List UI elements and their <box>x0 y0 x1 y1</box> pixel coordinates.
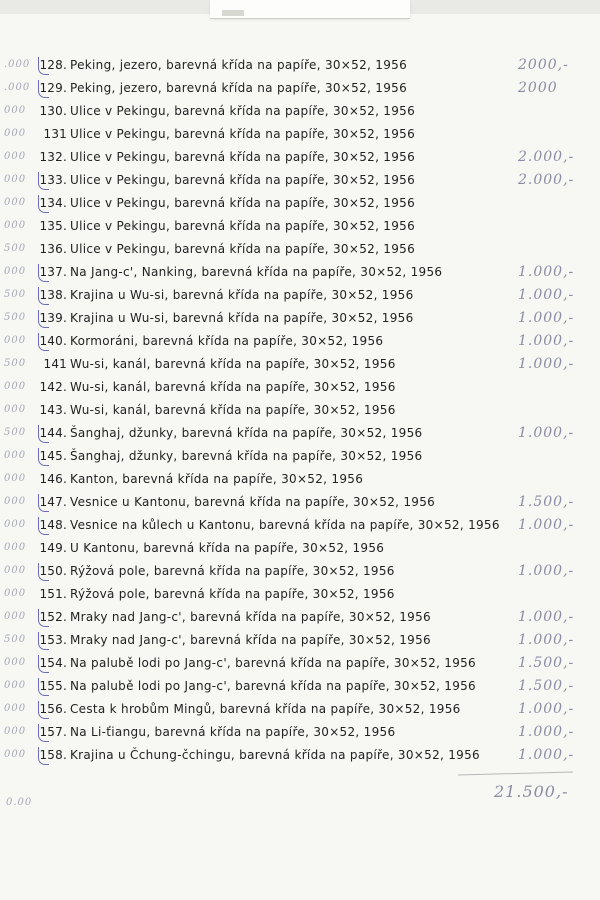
entry-description: Vesnice na kůlech u Kantonu, barevná křída na papíře, 30×52, 1956 <box>70 518 500 532</box>
margin-note: 000 <box>4 657 27 668</box>
entry-number: 145. <box>39 449 67 463</box>
handwritten-price: 1.000,- <box>518 287 575 303</box>
margin-note: 000 <box>4 220 27 231</box>
catalogue-entry <box>0 745 600 768</box>
entry-number: 128. <box>39 58 67 72</box>
catalogue-entry <box>0 515 600 538</box>
margin-note: 000 <box>4 588 27 599</box>
margin-note: 000 <box>4 611 27 622</box>
entry-description: Na palubě lodi po Jang-c', barevná křída na papíře, 30×52, 1956 <box>70 679 476 693</box>
margin-note: 000 <box>4 450 27 461</box>
entry-number: 150. <box>39 564 67 578</box>
catalogue-entry <box>0 607 600 630</box>
entry-description: Cesta k hrobům Mingů, barevná křída na papíře, 30×52, 1956 <box>70 702 461 716</box>
entry-description: Vesnice u Kantonu, barevná křída na papíře, 30×52, 1956 <box>70 495 436 509</box>
margin-note: 500 <box>4 312 27 323</box>
catalogue-entry <box>0 216 600 239</box>
catalogue-entry <box>0 124 600 147</box>
entry-number: 154. <box>39 656 67 670</box>
entry-description: Mraky nad Jang-c', barevná křída na papíře, 30×52, 1956 <box>70 610 431 624</box>
margin-note: 500 <box>4 358 27 369</box>
entry-description: Ulice v Pekingu, barevná křída na papíře, 30×52, 1956 <box>70 104 416 118</box>
entry-description: Krajina u Wu-si, barevná křída na papíře, 30×52, 1956 <box>70 288 414 302</box>
handwritten-price: 2000,- <box>518 57 569 73</box>
entry-number: 131 <box>43 127 67 141</box>
entry-number: 155. <box>39 679 67 693</box>
entry-description: Ulice v Pekingu, barevná křída na papíře, 30×52, 1956 <box>70 127 416 141</box>
catalogue-entry <box>0 676 600 699</box>
margin-note: 000 <box>4 266 27 277</box>
handwritten-price: 1.000,- <box>518 310 575 326</box>
entry-description: Wu-si, kanál, barevná křída na papíře, 30×52, 1956 <box>70 380 396 394</box>
entry-number: 129. <box>39 81 67 95</box>
catalogue-entry <box>0 331 600 354</box>
handwritten-price: 2000 <box>518 80 558 96</box>
margin-note: .000 <box>4 59 31 70</box>
margin-note: 500 <box>4 289 27 300</box>
entry-number: 134. <box>39 196 67 210</box>
catalogue-entry <box>0 78 600 101</box>
entry-description: U Kantonu, barevná křída na papíře, 30×52, 1956 <box>70 541 385 555</box>
entry-number: 152. <box>39 610 67 624</box>
margin-note: 000 <box>4 174 27 185</box>
catalogue-entry <box>0 584 600 607</box>
handwritten-price: 1.000,- <box>518 517 575 533</box>
margin-note: .000 <box>4 82 31 93</box>
handwritten-price: 1.000,- <box>518 747 575 763</box>
margin-note: 000 <box>4 680 27 691</box>
entry-description: Peking, jezero, barevná křída na papíře, 30×52, 1956 <box>70 81 408 95</box>
catalogue-entry <box>0 423 600 446</box>
handwritten-total: 21.500,- <box>494 782 569 801</box>
entry-description: Rýžová pole, barevná křída na papíře, 30×52, 1956 <box>70 587 395 601</box>
handwritten-price: 1.000,- <box>518 609 575 625</box>
handwritten-price: 2.000,- <box>518 172 575 188</box>
margin-note: 000 <box>4 128 27 139</box>
entry-number: 140. <box>39 334 67 348</box>
catalogue-entry <box>0 492 600 515</box>
entry-description: Ulice v Pekingu, barevná křída na papíře, 30×52, 1956 <box>70 219 416 233</box>
margin-note: 000 <box>4 519 27 530</box>
entry-number: 146. <box>39 472 67 486</box>
margin-note: 000 <box>4 703 27 714</box>
catalogue-entry <box>0 55 600 78</box>
handwritten-price: 1.000,- <box>518 632 575 648</box>
handwritten-price: 1.000,- <box>518 333 575 349</box>
margin-note: 000 <box>4 105 27 116</box>
entry-number: 130. <box>39 104 67 118</box>
handwritten-price: 1.000,- <box>518 563 575 579</box>
entry-description: Mraky nad Jang-c', barevná křída na papíře, 30×52, 1956 <box>70 633 431 647</box>
margin-total-note: 0.00 <box>6 797 33 808</box>
catalogue-entry <box>0 262 600 285</box>
margin-note: 500 <box>4 427 27 438</box>
catalogue-entry <box>0 147 600 170</box>
entry-description: Ulice v Pekingu, barevná křída na papíře, 30×52, 1956 <box>70 150 416 164</box>
entry-description: Ulice v Pekingu, barevná křída na papíře, 30×52, 1956 <box>70 242 416 256</box>
entry-description: Šanghaj, džunky, barevná křída na papíře, 30×52, 1956 <box>70 449 423 463</box>
entry-number: 148. <box>39 518 67 532</box>
margin-note: 000 <box>4 726 27 737</box>
catalogue-entry <box>0 400 600 423</box>
catalogue-entry <box>0 469 600 492</box>
entry-number: 157. <box>39 725 67 739</box>
margin-note: 000 <box>4 565 27 576</box>
catalogue-entry <box>0 722 600 745</box>
entry-description: Wu-si, kanál, barevná křída na papíře, 30×52, 1956 <box>70 403 396 417</box>
entry-number: 143. <box>39 403 67 417</box>
entry-number: 149. <box>39 541 67 555</box>
handwritten-price: 1.500,- <box>518 655 575 671</box>
catalogue-entry <box>0 193 600 216</box>
entry-number: 135. <box>39 219 67 233</box>
entry-number: 137. <box>39 265 67 279</box>
margin-note: 000 <box>4 381 27 392</box>
catalogue-entry <box>0 561 600 584</box>
catalogue-entry <box>0 538 600 561</box>
catalogue-entry <box>0 377 600 400</box>
entry-description: Kanton, barevná křída na papíře, 30×52, 1956 <box>70 472 364 486</box>
margin-note: 000 <box>4 197 27 208</box>
handwritten-price: 1.500,- <box>518 678 575 694</box>
entry-description: Rýžová pole, barevná křída na papíře, 30×52, 1956 <box>70 564 395 578</box>
entry-description: Wu-si, kanál, barevná křída na papíře, 30×52, 1956 <box>70 357 396 371</box>
margin-note: 500 <box>4 634 27 645</box>
paper-tab <box>210 0 410 19</box>
entry-description: Na Jang-c', Nanking, barevná křída na papíře, 30×52, 1956 <box>70 265 443 279</box>
entry-number: 144. <box>39 426 67 440</box>
handwritten-price: 1.000,- <box>518 356 575 372</box>
catalogue-entry <box>0 354 600 377</box>
entry-number: 153. <box>39 633 67 647</box>
margin-note: 000 <box>4 542 27 553</box>
entry-number: 156. <box>39 702 67 716</box>
entry-description: Peking, jezero, barevná křída na papíře, 30×52, 1956 <box>70 58 408 72</box>
entry-number: 141 <box>43 357 67 371</box>
handwritten-price: 1.000,- <box>518 701 575 717</box>
entry-number: 151. <box>39 587 67 601</box>
entry-number: 142. <box>39 380 67 394</box>
entry-description: Kormoráni, barevná křída na papíře, 30×52, 1956 <box>70 334 384 348</box>
entry-number: 147. <box>39 495 67 509</box>
margin-note: 500 <box>4 243 27 254</box>
entry-number: 136. <box>39 242 67 256</box>
handwritten-price: 2.000,- <box>518 149 575 165</box>
margin-note: 000 <box>4 335 27 346</box>
catalogue-entry <box>0 308 600 331</box>
entry-number: 139. <box>39 311 67 325</box>
margin-note: 000 <box>4 473 27 484</box>
handwritten-price: 1.000,- <box>518 425 575 441</box>
handwritten-price: 1.500,- <box>518 494 575 510</box>
entry-description: Ulice v Pekingu, barevná křída na papíře, 30×52, 1956 <box>70 173 416 187</box>
catalogue-entry <box>0 446 600 469</box>
entry-number: 158. <box>39 748 67 762</box>
margin-note: 000 <box>4 496 27 507</box>
entry-number: 132. <box>39 150 67 164</box>
catalogue-entry <box>0 285 600 308</box>
margin-note: 000 <box>4 151 27 162</box>
catalogue-entry <box>0 170 600 193</box>
handwritten-price: 1.000,- <box>518 264 575 280</box>
handwritten-price: 1.000,- <box>518 724 575 740</box>
total-underline <box>458 771 573 775</box>
catalogue-entry <box>0 699 600 722</box>
entry-description: Na palubě lodi po Jang-c', barevná křída na papíře, 30×52, 1956 <box>70 656 476 670</box>
entry-description: Ulice v Pekingu, barevná křída na papíře, 30×52, 1956 <box>70 196 416 210</box>
entry-number: 138. <box>39 288 67 302</box>
catalogue-entry <box>0 101 600 124</box>
entry-description: Krajina u Čchung-čchingu, barevná křída na papíře, 30×52, 1956 <box>70 748 480 762</box>
margin-note: 000 <box>4 749 27 760</box>
entry-description: Krajina u Wu-si, barevná křída na papíře, 30×52, 1956 <box>70 311 414 325</box>
catalogue-entry <box>0 239 600 262</box>
entry-description: Šanghaj, džunky, barevná křída na papíře, 30×52, 1956 <box>70 426 423 440</box>
entry-description: Na Li-ťiangu, barevná křída na papíře, 30×52, 1956 <box>70 725 396 739</box>
catalogue-entry <box>0 630 600 653</box>
entry-number: 133. <box>39 173 67 187</box>
catalogue-entry <box>0 653 600 676</box>
catalogue-list <box>0 55 600 768</box>
margin-note: 000 <box>4 404 27 415</box>
